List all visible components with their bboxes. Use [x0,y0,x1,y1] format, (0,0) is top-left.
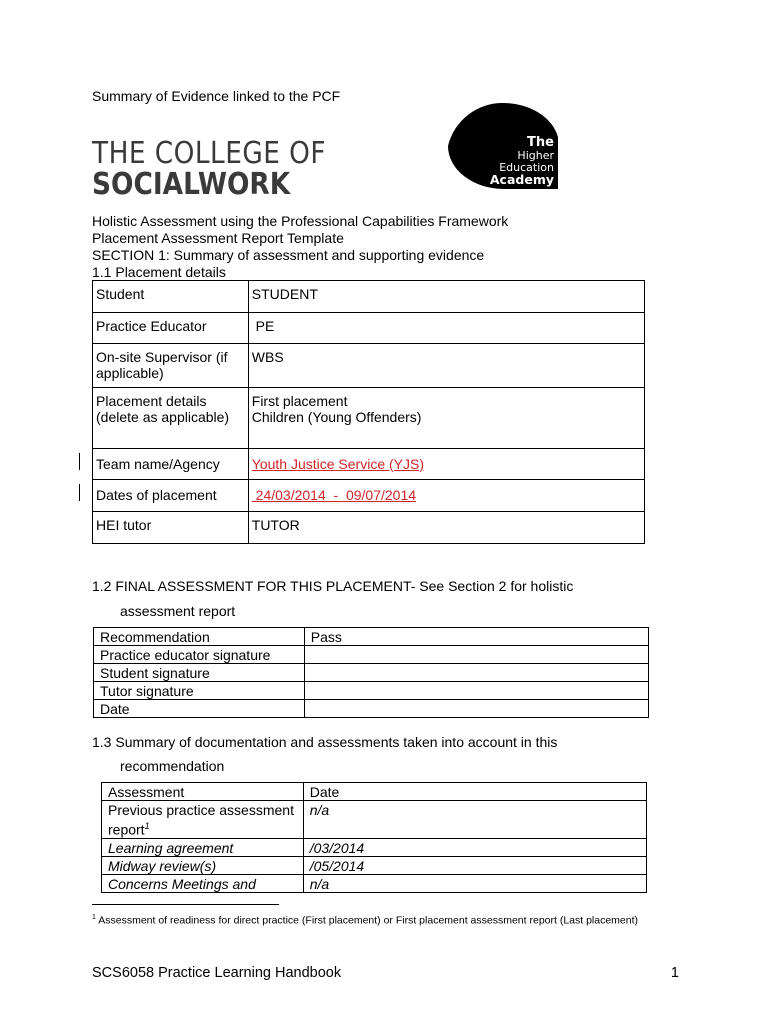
header-line: Summary of Evidence linked to the PCF [92,88,341,104]
row-value[interactable] [304,664,648,682]
row-value: First placement Children (Young Offenders) [248,388,644,449]
row-value [248,480,644,512]
change-bar [79,484,80,501]
row-label: Placement details (delete as applicable) [93,388,249,449]
intro-line-2: Placement Assessment Report Template [92,230,344,246]
row-value: WBS [248,344,644,388]
table-header-row [102,783,647,801]
row-date: /03/2014 [303,838,646,856]
table-row [93,313,645,344]
table-row [102,801,647,839]
row-label: Student signature [94,664,305,682]
intro-line-4: 1.1 Placement details [92,264,226,280]
college-of-social-work-logo [92,138,358,200]
row-value[interactable] [304,646,648,664]
column-header-assessment: Assessment [102,783,304,801]
table-row [93,480,645,512]
footer-handbook-title: SCS6058 Practice Learning Handbook [92,965,342,981]
table-row [102,856,647,874]
row-label: Dates of placement [93,480,249,512]
section-1-2-heading: 1.2 FINAL ASSESSMENT FOR THIS PLACEMENT- See Section 2 for holistic [92,578,574,594]
footnote-mark: 1 [92,914,96,921]
table-row [102,874,647,892]
row-label: Team name/Agency [93,449,249,480]
table-row [94,646,649,664]
assessment-text: Previous practice assessment report [108,802,294,838]
footnote [92,910,652,929]
row-value: STUDENT [248,281,644,313]
table-row [94,664,649,682]
row-label: HEI tutor [93,512,249,544]
table-row [93,449,645,480]
change-bar [79,453,80,470]
row-date: n/a [303,874,646,892]
row-label: Tutor signature [94,682,305,700]
table-row [94,628,649,646]
row-value [248,449,644,480]
table-row [93,512,645,544]
row-value: PE [248,313,644,344]
column-header-date: Date [303,783,646,801]
footnote-rule [92,904,279,905]
row-value[interactable] [304,700,648,718]
row-value: TUTOR [248,512,644,544]
hea-line-3: Education [499,161,554,174]
table-row [94,682,649,700]
row-label: Practice educator signature [94,646,305,664]
placement-dates-link[interactable]: 24/03/2014 - 09/07/2014 [251,487,417,503]
table-row [93,344,645,388]
section-1-3-heading-cont: recommendation [120,758,225,774]
table-row [102,838,647,856]
row-date: /05/2014 [303,856,646,874]
page-number: 1 [670,965,679,981]
footnote-ref[interactable]: 1 [144,821,150,831]
logo-line-1: THE COLLEGE OF [92,136,327,171]
row-label: Recommendation [94,628,305,646]
row-assessment [102,801,304,839]
hea-line-2: Higher [517,149,554,162]
table-row [93,388,645,449]
documentation-table [101,782,647,893]
row-value: Pass [304,628,648,646]
section-1-3-heading: 1.3 Summary of documentation and assessments taken into account in this [92,734,558,750]
hea-line-4: Academy [489,172,554,187]
row-label: Date [94,700,305,718]
row-assessment: Concerns Meetings and [102,874,304,892]
hea-line-1: The [527,135,554,150]
row-assessment: Midway review(s) [102,856,304,874]
intro-line-3: SECTION 1: Summary of assessment and supporting evidence [92,247,485,263]
team-agency-link[interactable]: Youth Justice Service (YJS) [251,456,424,472]
footnote-text: Assessment of readiness for direct practice (First placement) or First placement assessment report (Last placement) [95,914,639,927]
table-row [94,700,649,718]
row-assessment: Learning agreement [102,838,304,856]
final-assessment-table [93,627,649,718]
placement-details-table [92,280,645,544]
table-row [93,281,645,313]
logo-line-2: SOCIALWORK [92,167,291,202]
row-date: n/a [303,801,646,839]
row-label: On-site Supervisor (if applicable) [93,344,249,388]
row-value[interactable] [304,682,648,700]
section-1-2-heading-cont: assessment report [120,603,236,619]
row-label: Student [93,281,249,313]
row-label: Practice Educator [93,313,249,344]
intro-line-1: Holistic Assessment using the Professional Capabilities Framework [92,213,509,229]
higher-education-academy-logo [448,103,560,189]
